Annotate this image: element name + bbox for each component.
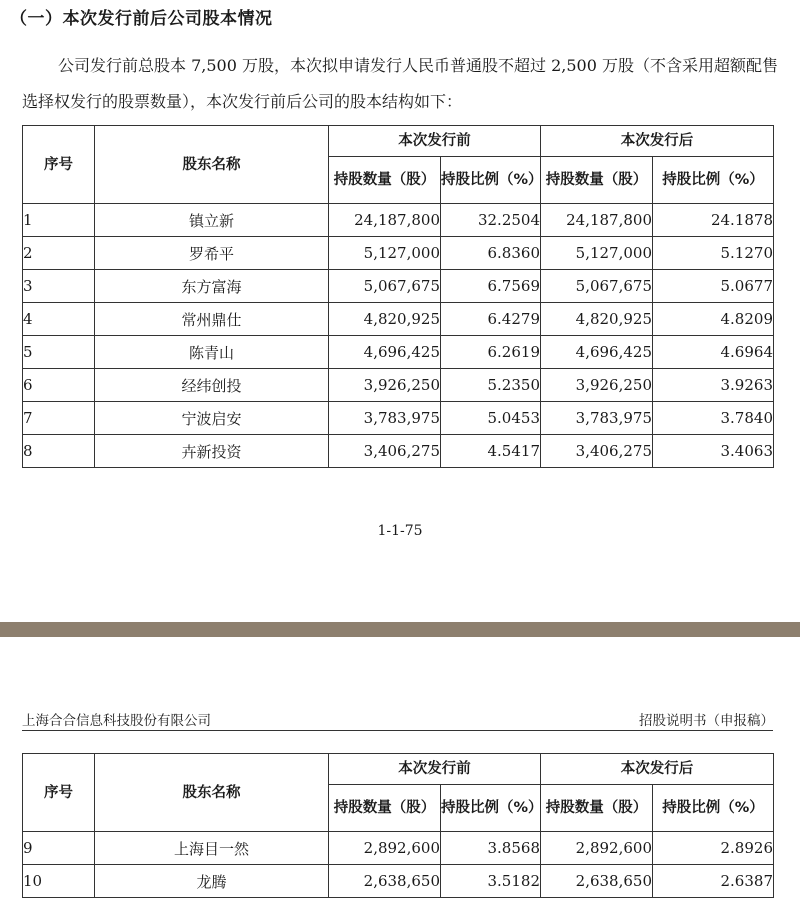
table-row xyxy=(23,832,774,865)
document-type: 招股说明书（申报稿） xyxy=(639,713,774,729)
cell-before-ratio: 6.8360 xyxy=(441,237,541,270)
table-row xyxy=(23,336,774,369)
cell-index: 7 xyxy=(23,402,95,435)
cell-index: 4 xyxy=(23,303,95,336)
cell-after-ratio: 5.0677 xyxy=(653,270,774,303)
cell-after-shares: 3,926,250 xyxy=(541,369,653,402)
cell-after-shares: 4,820,925 xyxy=(541,303,653,336)
cell-after-shares: 5,067,675 xyxy=(541,270,653,303)
cell-after-shares: 5,127,000 xyxy=(541,237,653,270)
cell-before-shares: 4,820,925 xyxy=(329,303,441,336)
cell-before-shares: 2,638,650 xyxy=(329,865,441,898)
cell-index: 8 xyxy=(23,435,95,468)
cell-after-ratio: 24.1878 xyxy=(653,204,774,237)
cell-before-ratio: 5.2350 xyxy=(441,369,541,402)
cell-after-ratio: 4.6964 xyxy=(653,336,774,369)
cell-after-shares: 4,696,425 xyxy=(541,336,653,369)
cell-before-shares: 24,187,800 xyxy=(329,204,441,237)
section-title: （一）本次发行前后公司股本情况 xyxy=(10,9,273,29)
header-after-shares: 持股数量（股） xyxy=(541,157,653,204)
cell-index: 9 xyxy=(23,832,95,865)
cell-after-ratio: 4.8209 xyxy=(653,303,774,336)
table-row xyxy=(23,270,774,303)
cell-shareholder-name: 罗希平 xyxy=(95,237,329,270)
company-name: 上海合合信息科技股份有限公司 xyxy=(22,713,211,729)
header-before-shares: 持股数量（股） xyxy=(329,785,441,832)
document-page-2 xyxy=(0,652,800,905)
table-row xyxy=(23,303,774,336)
header-after-issuance: 本次发行后 xyxy=(541,126,774,157)
table-row xyxy=(23,865,774,898)
cell-shareholder-name: 宁波启安 xyxy=(95,402,329,435)
table-row xyxy=(23,204,774,237)
cell-before-ratio: 4.5417 xyxy=(441,435,541,468)
cell-after-ratio: 5.1270 xyxy=(653,237,774,270)
table-row xyxy=(23,402,774,435)
cell-after-ratio: 2.6387 xyxy=(653,865,774,898)
header-rule xyxy=(22,730,773,731)
cell-before-shares: 3,783,975 xyxy=(329,402,441,435)
intro-paragraph: 公司发行前总股本 7,500 万股，本次拟申请发行人民币普通股不超过 2,500 万股（不含采用超额配售选择权发行的股票数量），本次发行前后公司的股本结构如下： xyxy=(22,56,778,111)
table-row xyxy=(23,435,774,468)
header-after-ratio: 持股比例（%） xyxy=(653,785,774,832)
header-shareholder-name: 股东名称 xyxy=(95,126,329,204)
page-number: 1-1-75 xyxy=(377,523,423,539)
cell-before-shares: 5,127,000 xyxy=(329,237,441,270)
table-row xyxy=(23,369,774,402)
header-index: 序号 xyxy=(23,126,95,204)
table-body xyxy=(23,832,774,898)
cell-shareholder-name: 上海目一然 xyxy=(95,832,329,865)
cell-shareholder-name: 经纬创投 xyxy=(95,369,329,402)
cell-after-ratio: 3.4063 xyxy=(653,435,774,468)
cell-shareholder-name: 卉新投资 xyxy=(95,435,329,468)
table-body xyxy=(23,204,774,468)
header-after-issuance: 本次发行后 xyxy=(541,754,774,785)
header-shareholder-name: 股东名称 xyxy=(95,754,329,832)
cell-after-shares: 3,783,975 xyxy=(541,402,653,435)
cell-index: 2 xyxy=(23,237,95,270)
header-before-shares: 持股数量（股） xyxy=(329,157,441,204)
header-before-issuance: 本次发行前 xyxy=(329,126,541,157)
share-structure-table xyxy=(22,125,774,468)
cell-before-shares: 4,696,425 xyxy=(329,336,441,369)
header-before-issuance: 本次发行前 xyxy=(329,754,541,785)
cell-shareholder-name: 镇立新 xyxy=(95,204,329,237)
cell-after-shares: 2,892,600 xyxy=(541,832,653,865)
cell-before-shares: 3,406,275 xyxy=(329,435,441,468)
cell-shareholder-name: 陈青山 xyxy=(95,336,329,369)
header-before-ratio: 持股比例（%） xyxy=(441,157,541,204)
cell-index: 3 xyxy=(23,270,95,303)
cell-before-shares: 5,067,675 xyxy=(329,270,441,303)
cell-after-shares: 3,406,275 xyxy=(541,435,653,468)
cell-after-shares: 24,187,800 xyxy=(541,204,653,237)
page-separator xyxy=(0,622,800,637)
cell-index: 5 xyxy=(23,336,95,369)
header-before-ratio: 持股比例（%） xyxy=(441,785,541,832)
header-after-ratio: 持股比例（%） xyxy=(653,157,774,204)
cell-before-ratio: 3.5182 xyxy=(441,865,541,898)
cell-before-ratio: 3.8568 xyxy=(441,832,541,865)
cell-after-ratio: 2.8926 xyxy=(653,832,774,865)
cell-before-ratio: 32.2504 xyxy=(441,204,541,237)
share-structure-table-continued xyxy=(22,753,774,898)
cell-before-ratio: 5.0453 xyxy=(441,402,541,435)
header-index: 序号 xyxy=(23,754,95,832)
cell-after-shares: 2,638,650 xyxy=(541,865,653,898)
cell-before-ratio: 6.2619 xyxy=(441,336,541,369)
cell-after-ratio: 3.9263 xyxy=(653,369,774,402)
cell-shareholder-name: 常州鼎仕 xyxy=(95,303,329,336)
header-after-shares: 持股数量（股） xyxy=(541,785,653,832)
table-row xyxy=(23,237,774,270)
cell-shareholder-name: 龙腾 xyxy=(95,865,329,898)
cell-after-ratio: 3.7840 xyxy=(653,402,774,435)
cell-before-ratio: 6.7569 xyxy=(441,270,541,303)
cell-index: 6 xyxy=(23,369,95,402)
cell-index: 1 xyxy=(23,204,95,237)
cell-before-shares: 3,926,250 xyxy=(329,369,441,402)
cell-before-ratio: 6.4279 xyxy=(441,303,541,336)
cell-before-shares: 2,892,600 xyxy=(329,832,441,865)
cell-shareholder-name: 东方富海 xyxy=(95,270,329,303)
cell-index: 10 xyxy=(23,865,95,898)
